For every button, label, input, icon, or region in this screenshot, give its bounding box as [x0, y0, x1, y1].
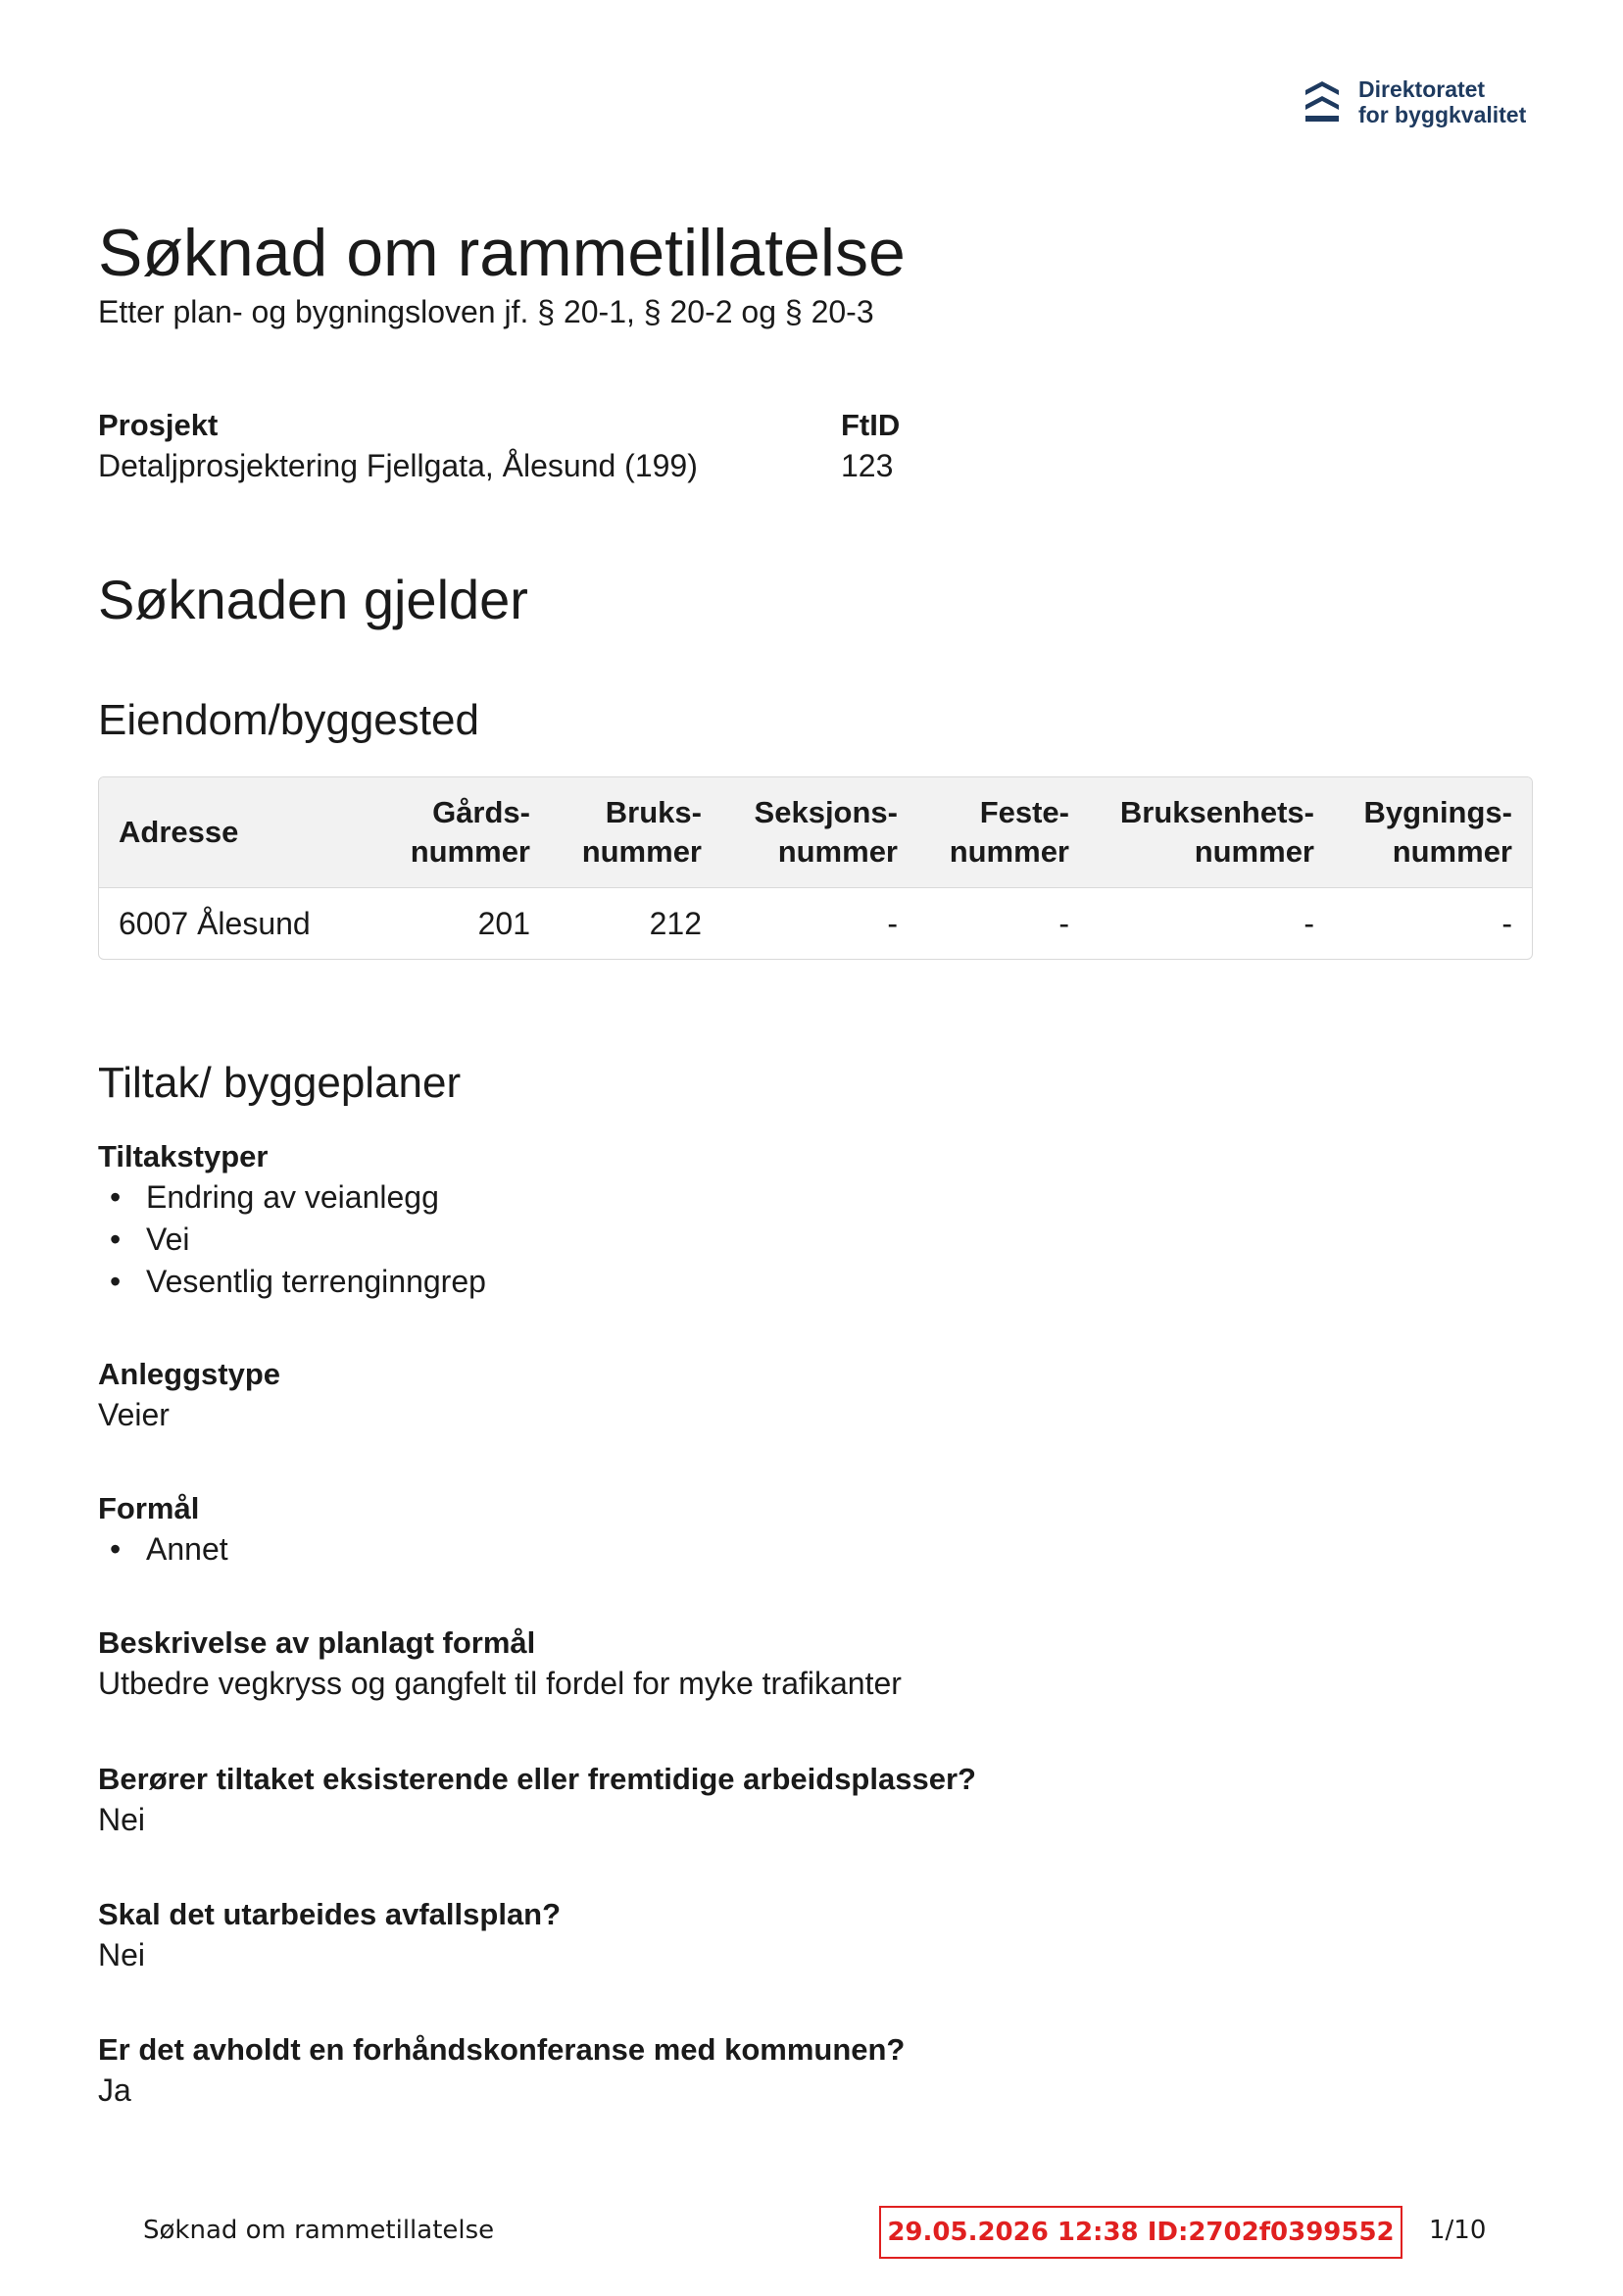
- column-header-bygningsnummer: Bygnings- nummer: [1363, 795, 1512, 869]
- timestamp-id-stamp: 29.05.2026 12:38 ID:2702f0399552: [879, 2206, 1402, 2259]
- forhandskonferanse-field: [98, 2030, 905, 2111]
- cell-bruksenhetsnummer: -: [1089, 888, 1334, 960]
- dibk-logo-icon: [1303, 78, 1341, 125]
- cell-seksjonsnummer: -: [721, 888, 917, 960]
- footer-document-title: Søknad om rammetillatelse: [143, 2216, 495, 2245]
- list-item: • Vei: [98, 1219, 486, 1261]
- column-header-festenummer: Feste- nummer: [949, 795, 1069, 869]
- arbeidsplasser-value: Nei: [98, 1802, 146, 1837]
- logo-line-2: for byggkvalitet: [1358, 102, 1527, 127]
- avfallsplan-label: Skal det utarbeides avfallsplan?: [98, 1897, 562, 1931]
- formal-list: [98, 1528, 228, 1571]
- table-row: [99, 888, 1532, 960]
- column-header-seksjonsnummer: Seksjons- nummer: [754, 795, 898, 869]
- column-header-adresse: Adresse: [119, 815, 239, 849]
- project-value: Detaljprosjektering Fjellgata, Ålesund (199): [98, 448, 698, 483]
- tiltakstyper-field: [98, 1137, 486, 1303]
- anleggstype-field: [98, 1355, 280, 1435]
- logo: [1303, 76, 1526, 127]
- beskrivelse-value: Utbedre vegkryss og gangfelt til fordel for myke trafikanter: [98, 1666, 902, 1701]
- document-title: Søknad om rammetillatelse: [98, 216, 906, 290]
- project-field: [98, 406, 698, 486]
- formal-field: [98, 1489, 228, 1571]
- project-label: Prosjekt: [98, 408, 219, 442]
- section-title: Søknaden gjelder: [98, 569, 528, 630]
- column-header-gardsnummer: Gårds- nummer: [410, 795, 530, 869]
- avfallsplan-value: Nei: [98, 1937, 146, 1972]
- list-item: • Vesentlig terrenginngrep: [98, 1261, 486, 1303]
- cell-bygningsnummer: -: [1334, 888, 1532, 960]
- logo-text: [1358, 76, 1526, 127]
- tiltakstyper-label: Tiltakstyper: [98, 1139, 269, 1173]
- anleggstype-label: Anleggstype: [98, 1357, 281, 1391]
- cell-adresse: 6007 Ålesund: [99, 888, 378, 960]
- document-subtitle: Etter plan- og bygningsloven jf. § 20-1, § 20-2 og § 20-3: [98, 294, 874, 329]
- ftid-value: 123: [841, 448, 894, 483]
- column-header-bruksnummer: Bruks- nummer: [581, 795, 702, 869]
- formal-label: Formål: [98, 1491, 200, 1525]
- arbeidsplasser-label: Berører tiltaket eksisterende eller fremtidige arbeidsplasser?: [98, 1762, 976, 1796]
- ftid-label: FtID: [841, 408, 901, 442]
- cell-bruksnummer: 212: [550, 888, 721, 960]
- cell-gardsnummer: 201: [378, 888, 550, 960]
- avfallsplan-field: [98, 1895, 561, 1975]
- arbeidsplasser-field: [98, 1760, 976, 1840]
- cell-festenummer: -: [917, 888, 1089, 960]
- logo-line-1: Direktoratet: [1358, 76, 1486, 102]
- forhandskonferanse-value: Ja: [98, 2072, 131, 2108]
- ftid-field: [841, 406, 900, 486]
- tiltak-heading: Tiltak/ byggeplaner: [98, 1059, 462, 1107]
- property-table: [98, 776, 1533, 960]
- property-heading: Eiendom/byggested: [98, 696, 479, 744]
- column-header-bruksenhetsnummer: Bruksenhets- nummer: [1119, 795, 1314, 869]
- list-item: • Annet: [98, 1528, 228, 1571]
- table-header-row: [99, 777, 1532, 888]
- anleggstype-value: Veier: [98, 1397, 170, 1432]
- beskrivelse-field: [98, 1623, 902, 1704]
- tiltakstyper-list: [98, 1176, 486, 1303]
- beskrivelse-label: Beskrivelse av planlagt formål: [98, 1625, 536, 1660]
- forhandskonferanse-label: Er det avholdt en forhåndskonferanse med kommunen?: [98, 2032, 906, 2067]
- list-item: • Endring av veianlegg: [98, 1176, 486, 1219]
- page-number: 1/10: [1429, 2216, 1487, 2245]
